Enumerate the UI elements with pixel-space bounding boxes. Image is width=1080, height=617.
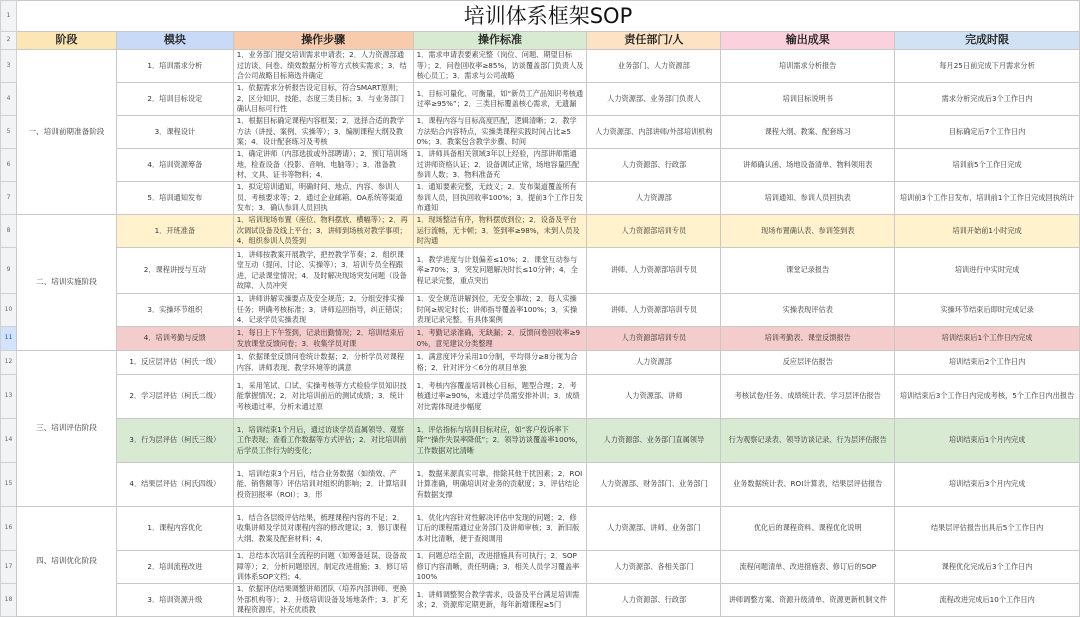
deadline-cell[interactable]: 每月25日前完成下月需求分析	[895, 50, 1080, 83]
steps-cell[interactable]	[233, 463, 413, 507]
module-cell[interactable]: 2．学习层评估（柯氏二级）	[116, 375, 233, 419]
deadline-cell[interactable]: 培训进行中实时完成	[895, 248, 1080, 294]
table-row	[1, 116, 1080, 149]
table-row	[1, 182, 1080, 215]
row-number[interactable]: 6	[1, 149, 17, 182]
header-stage: 阶段	[16, 32, 116, 50]
row-number[interactable]: 10	[1, 294, 17, 327]
stage-cell[interactable]: 三、培训评估阶段	[16, 351, 116, 507]
deadline-cell[interactable]: 培训结束后3个月内完成	[895, 463, 1080, 507]
deadline-cell[interactable]: 培训结束后1个月内完成	[895, 419, 1080, 463]
row-number[interactable]: 14	[1, 419, 17, 463]
steps-text: 1．讲师按教案开展教学，把控教学节奏；2．组织课堂互动（提问、讨论、实操等）；3．培训专员全程跟进，记录课堂情况；4．及时解决现场突发问题（设备故障、人员冲突	[236, 249, 407, 290]
module-cell[interactable]: 2．培训流程改进	[116, 551, 233, 584]
row-number[interactable]: 16	[1, 507, 17, 551]
row-number[interactable]: 5	[1, 116, 17, 149]
module-cell[interactable]: 4．培训资源筹备	[116, 149, 233, 182]
title-row	[1, 1, 1080, 32]
row-number[interactable]: 9	[1, 248, 17, 294]
row-number[interactable]: 2	[1, 32, 17, 50]
output-cell[interactable]: 现场布置确认表、参训签到表	[721, 215, 895, 248]
module-cell[interactable]: 1．开班准备	[116, 215, 233, 248]
deadline-cell[interactable]: 培训结束后3个工作日内完成考核，5个工作日内出报告	[895, 375, 1080, 419]
steps-cell[interactable]	[233, 83, 413, 116]
steps-cell[interactable]	[233, 294, 413, 327]
row-number[interactable]: 8	[1, 215, 17, 248]
module-cell[interactable]: 2．培训目标设定	[116, 83, 233, 116]
standard-text: 1．需求申请表要素完整（岗位、问题、期望目标等）；2．问卷回收率≥85%，访谈覆盖部门负责人及核心员工；3．需求与公司战略	[416, 50, 584, 81]
deadline-cell[interactable]: 流程改进完成后10个工作日内	[895, 584, 1080, 617]
steps-cell[interactable]	[233, 419, 413, 463]
standard-cell[interactable]	[413, 463, 587, 507]
standard-text: 1．目标可量化、可衡量，如“新员工产品知识考核通过率≥95%”；2．三类目标覆盖核心需求，无遗漏	[416, 88, 584, 108]
steps-text: 1．总结本次培训全流程的问题（如筹备延误、设备故障等）；2．分析问题原因，制定改进措施；3．修订培训体系SOP文档；4．	[236, 551, 408, 582]
steps-cell[interactable]	[233, 50, 413, 83]
row-number[interactable]: 3	[1, 50, 17, 83]
output-cell[interactable]: 反应层评估报告	[721, 351, 895, 375]
deadline-cell[interactable]: 培训结束后1个工作日内完成	[895, 327, 1080, 351]
module-cell[interactable]: 5．培训通知发布	[116, 182, 233, 215]
stage-cell[interactable]: 二、培训实施阶段	[16, 215, 116, 351]
module-cell[interactable]: 1．反应层评估（柯氏一级）	[116, 351, 233, 375]
dept-cell[interactable]: 讲师、人力资源部培训专员	[587, 294, 721, 327]
standard-text: 1．教学进度与计划偏差≤10%；2．课堂互动参与率≥70%；3．突发问题解决时长≤10分钟；4．全程记录完整，重点突出	[416, 254, 578, 285]
dept-cell[interactable]: 人力资源部、讲师	[587, 375, 721, 419]
module-cell[interactable]: 3．行为层评估（柯氏三级）	[116, 419, 233, 463]
steps-cell[interactable]	[233, 327, 413, 351]
header-output: 输出成果	[721, 32, 895, 50]
table-row	[1, 351, 1080, 375]
steps-cell[interactable]	[233, 351, 413, 375]
standard-cell[interactable]	[413, 116, 587, 149]
output-cell[interactable]: 行为观察记录表、领导访谈记录、行为层评估报告	[721, 419, 895, 463]
standard-text: 1．问题总结全面，改进措施具有可执行；2．SOP修订内容清晰，责任明确；3．相关人员学习覆盖率100%	[416, 551, 580, 582]
standard-text: 1．课程内容与目标高度匹配，逻辑清晰；2．教学方法贴合内容特点，实操类课程实践时间占比≥50%；3．教案包含教学步骤、时间	[416, 116, 577, 147]
output-cell[interactable]: 考核试卷/任务、成绩统计表、学习层评估报告	[721, 375, 895, 419]
standard-cell[interactable]	[413, 419, 587, 463]
row-number[interactable]: 17	[1, 551, 17, 584]
dept-cell[interactable]: 人力资源部培训专员	[587, 327, 721, 351]
row-number[interactable]: 18	[1, 584, 17, 617]
module-cell[interactable]: 2．课程讲授与互动	[116, 248, 233, 294]
standard-cell[interactable]	[413, 83, 587, 116]
steps-text: 1．培训现场布置（座位、物料摆放、横幅等）；2．再次调试设备及线上平台；3．讲师到场核对教学事项；4．组织参训人员签到	[236, 215, 408, 246]
table-row	[1, 419, 1080, 463]
output-cell[interactable]: 优化后的课程资料、课程优化说明	[721, 507, 895, 551]
row-number[interactable]: 7	[1, 182, 17, 215]
table-row-selected	[1, 327, 1080, 351]
table-row	[1, 248, 1080, 294]
module-cell[interactable]: 4．结果层评估（柯氏四级）	[116, 463, 233, 507]
standard-text: 1．讲师具备相关领域3年以上经验，内部讲师需通过讲师资格认证；2．设备调试正常，场地容量匹配参训人数；3．物料准备充	[416, 149, 580, 180]
table-row	[1, 149, 1080, 182]
output-cell[interactable]: 培训目标说明书	[721, 83, 895, 116]
module-cell[interactable]: 1．培训需求分析	[116, 50, 233, 83]
standard-cell[interactable]	[413, 327, 587, 351]
standard-cell[interactable]	[413, 50, 587, 83]
output-cell[interactable]: 培训需求分析报告	[721, 50, 895, 83]
steps-text: 1．依据需求分析报告设定目标，符合SMART原则；2．区分知识、技能、态度三类目标；3．与业务部门确认目标可行性	[236, 83, 405, 114]
dept-cell[interactable]: 人力资源部、内部讲师/外部培训机构	[587, 116, 721, 149]
standard-text: 1．现场整洁有序，物料摆放到位；2．设备及平台运行流畅，无卡顿；3．签到率≥98%，未到人员及时沟通	[416, 215, 580, 246]
standard-text: 1．考勤记录准确，无缺漏；2．反馈问卷回收率≥90%，意见建议分类整理	[416, 328, 581, 348]
row-number[interactable]: 1	[1, 1, 17, 32]
steps-text: 1．培训结束3个月后，结合业务数据（如绩效、产能、销售额等）评估培训对组织的影响；2．计算培训投资回报率（ROI）；3．形	[236, 468, 407, 499]
deadline-cell[interactable]: 培训前3个工作日发布，培训前1个工作日完成回执统计	[895, 182, 1080, 215]
stage-cell[interactable]: 一、培训前期准备阶段	[16, 50, 116, 215]
standard-cell[interactable]	[413, 182, 587, 215]
standard-text: 1．考核内容覆盖培训核心目标，题型合理；2．考核通过率≥90%，未通过学员需安排补训；3．成绩对比需体现进步幅度	[416, 380, 580, 411]
table-row	[1, 215, 1080, 248]
table-row	[1, 507, 1080, 551]
steps-cell[interactable]	[233, 551, 413, 584]
header-module: 模块	[116, 32, 233, 50]
standard-text: 1．通知要素完整，无歧义；2．发布渠道覆盖所有参训人员，回执回收率100%；3．提前3个工作日发布通知	[416, 182, 583, 213]
deadline-cell[interactable]: 培训前5个工作日完成	[895, 149, 1080, 182]
steps-text: 1．业务部门提交培训需求申请表；2．人力资源部通过访谈、问卷、绩效数据分析等方式核实需求；3．结合公司战略目标筛选并确定	[236, 50, 407, 81]
header-dept: 责任部门/人	[587, 32, 721, 50]
table-row	[1, 83, 1080, 116]
dept-cell[interactable]: 人力资源部、各相关部门	[587, 551, 721, 584]
stage-cell[interactable]: 四、培训优化阶段	[16, 507, 116, 617]
output-cell[interactable]: 培训通知、参训人员回执表	[721, 182, 895, 215]
dept-cell[interactable]: 人力资源部、业务部门直属领导	[587, 419, 721, 463]
steps-cell[interactable]	[233, 215, 413, 248]
dept-cell[interactable]: 人力资源部、财务部门、业务部门	[587, 463, 721, 507]
dept-cell[interactable]: 人力资源部、行政部	[587, 149, 721, 182]
steps-cell[interactable]	[233, 149, 413, 182]
standard-cell[interactable]	[413, 294, 587, 327]
steps-cell[interactable]	[233, 248, 413, 294]
dept-cell[interactable]: 人力资源部	[587, 182, 721, 215]
deadline-cell[interactable]: 培训开始前1小时完成	[895, 215, 1080, 248]
dept-cell[interactable]: 人力资源部、行政部	[587, 584, 721, 617]
output-cell[interactable]: 业务数据统计表、ROI计算表、结果层评估报告	[721, 463, 895, 507]
steps-text: 1．结合各层级评估结果，梳理课程内容的不足；2．收集讲师及学员对课程内容的修改建议；3．修订课程大纲、教案及配套材料；4．	[236, 512, 407, 543]
row-number[interactable]: 4	[1, 83, 17, 116]
steps-text: 1．根据目标确定课程内容框架；2．选择合适的教学方法（讲授、案例、实操等）；3．编制课程大纲及教案；4．设计配套练习及考核	[236, 116, 405, 147]
standard-cell[interactable]	[413, 551, 587, 584]
steps-cell[interactable]	[233, 116, 413, 149]
module-cell[interactable]: 4．培训考勤与反馈	[116, 327, 233, 351]
deadline-cell[interactable]: 实操环节结束后即时完成记录	[895, 294, 1080, 327]
deadline-cell[interactable]: 培训结束后2个工作日内	[895, 351, 1080, 375]
standard-cell[interactable]	[413, 351, 587, 375]
module-cell[interactable]: 3．培训资源升级	[116, 584, 233, 617]
header-row	[1, 32, 1080, 50]
standard-cell[interactable]	[413, 375, 587, 419]
output-cell[interactable]: 实操表现评估表	[721, 294, 895, 327]
standard-cell[interactable]	[413, 507, 587, 551]
dept-cell[interactable]: 讲师、人力资源部培训专员	[587, 248, 721, 294]
dept-cell[interactable]: 人力资源部	[587, 351, 721, 375]
dept-cell[interactable]: 业务部门、人力资源部	[587, 50, 721, 83]
module-cell[interactable]: 1．课程内容优化	[116, 507, 233, 551]
steps-text: 1．确定讲师（内部选拔或外部聘请）；2．预订培训场地，检查设备（投影、音响、电脑等）；3．准备教材、文具、证书等物料；4．	[236, 149, 408, 180]
table-row	[1, 50, 1080, 83]
dept-cell[interactable]: 人力资源部、业务部门负责人	[587, 83, 721, 116]
output-cell[interactable]: 讲师调整方案、资源升级清单、资源更新机制文件	[721, 584, 895, 617]
steps-text: 1．讲师讲解实操要点及安全规范；2．分组安排实操任务；明确考核标准；3．讲师巡回指导，纠正错误；4．记录学员实操表现	[236, 294, 407, 325]
steps-text: 1．培训结束1个月后，通过访谈学员直属领导、观察工作表现；查看工作数据等方式评估；2．对比培训前后学员工作行为的变化；	[236, 424, 407, 455]
steps-text: 1．拟定培训通知，明确时间、地点、内容、参训人员、考核要求等；2．通过企业邮箱、OA系统等渠道发布；3．确认参训人员回执	[236, 182, 403, 213]
header-deadline: 完成时限	[895, 32, 1080, 50]
module-cell[interactable]: 3．课程设计	[116, 116, 233, 149]
table-row	[1, 551, 1080, 584]
row-number[interactable]: 12	[1, 351, 17, 375]
row-number[interactable]: 15	[1, 463, 17, 507]
header-steps: 操作步骤	[233, 32, 413, 50]
standard-text: 1．安全规范讲解到位，无安全事故；2．每人实操时间≥规定时长；讲师指导覆盖率100%；3．实操表现记录完整，有具体案例	[416, 294, 578, 325]
deadline-cell[interactable]: 需求分析完成后3个工作日内	[895, 83, 1080, 116]
dept-cell[interactable]: 人力资源部、讲师、业务部门	[587, 507, 721, 551]
standard-text: 1．满意度评分采用10分制，平均得分≥8分视为合格；2．针对评分＜6分的项目单独	[416, 352, 578, 372]
steps-cell[interactable]	[233, 375, 413, 419]
standard-text: 1．优化内容针对性解决评估中发现的问题；2．修订后的课程需通过业务部门及讲师审核；3．新旧版本对比清晰，便于查阅调用	[416, 512, 580, 543]
header-standard: 操作标准	[413, 32, 587, 50]
steps-text: 1．每日上下午签到，记录出勤情况；2．培训结束后发放课堂反馈问卷；3．收集学员对课	[236, 328, 405, 348]
standard-text: 1．评估指标与培训目标对应，如“客户投诉率下降”“操作失误率降低”；2．领导访谈覆盖率100%，工作数据对比清晰	[416, 424, 583, 455]
deadline-cell[interactable]: 课程优化完成后3个工作日内	[895, 551, 1080, 584]
output-cell[interactable]: 流程问题清单、改进措施表、修订后的SOP	[721, 551, 895, 584]
output-cell[interactable]: 课堂记录报告	[721, 248, 895, 294]
steps-cell[interactable]	[233, 507, 413, 551]
steps-text: 1．采用笔试、口试、实操考核等方式检验学员知识技能掌握情况；2．对比培训前后的测试成绩；3．统计考核通过率，分析未通过原	[236, 380, 407, 411]
standard-cell[interactable]	[413, 248, 587, 294]
deadline-cell[interactable]: 结果层评估报告出具后5个工作日内	[895, 507, 1080, 551]
steps-cell[interactable]	[233, 182, 413, 215]
output-cell[interactable]: 课程大纲、教案、配套练习	[721, 116, 895, 149]
standard-text: 1．讲师调整契合教学需求，设备及平台满足培训需求；2．资源库定期更新，每年新增课程≥5门	[416, 589, 580, 609]
standard-text: 1．数据来源真实可靠，排除其他干扰因素；2．ROI计算准确，明确培训对业务的贡献度；3．评估结论有数据支撑	[416, 468, 583, 499]
output-cell[interactable]: 培训考勤表、课堂反馈报告	[721, 327, 895, 351]
steps-text: 1．依据课堂反馈问卷统计数据；2．分析学员对课程内容、讲师表现、教学环境等的满意	[236, 352, 405, 372]
standard-cell[interactable]	[413, 149, 587, 182]
steps-text: 1．依据评估结果调整讲师团队（培养内部讲师、更换外部机构等）；2．升级培训设备及场地条件；3．扩充课程资源库，补充优质教	[236, 584, 408, 615]
row-number[interactable]: 13	[1, 375, 17, 419]
standard-cell[interactable]	[413, 215, 587, 248]
dept-cell[interactable]: 人力资源部培训专员	[587, 215, 721, 248]
sheet-title: 培训体系框架SOP	[16, 1, 1079, 32]
table-row	[1, 294, 1080, 327]
table-row	[1, 375, 1080, 419]
output-cell[interactable]: 讲师确认函、场地设备清单、物料领用表	[721, 149, 895, 182]
deadline-cell[interactable]: 目标确定后7个工作日内	[895, 116, 1080, 149]
module-cell[interactable]: 3．实操环节组织	[116, 294, 233, 327]
table-row	[1, 463, 1080, 507]
row-number[interactable]: 11	[1, 327, 17, 351]
